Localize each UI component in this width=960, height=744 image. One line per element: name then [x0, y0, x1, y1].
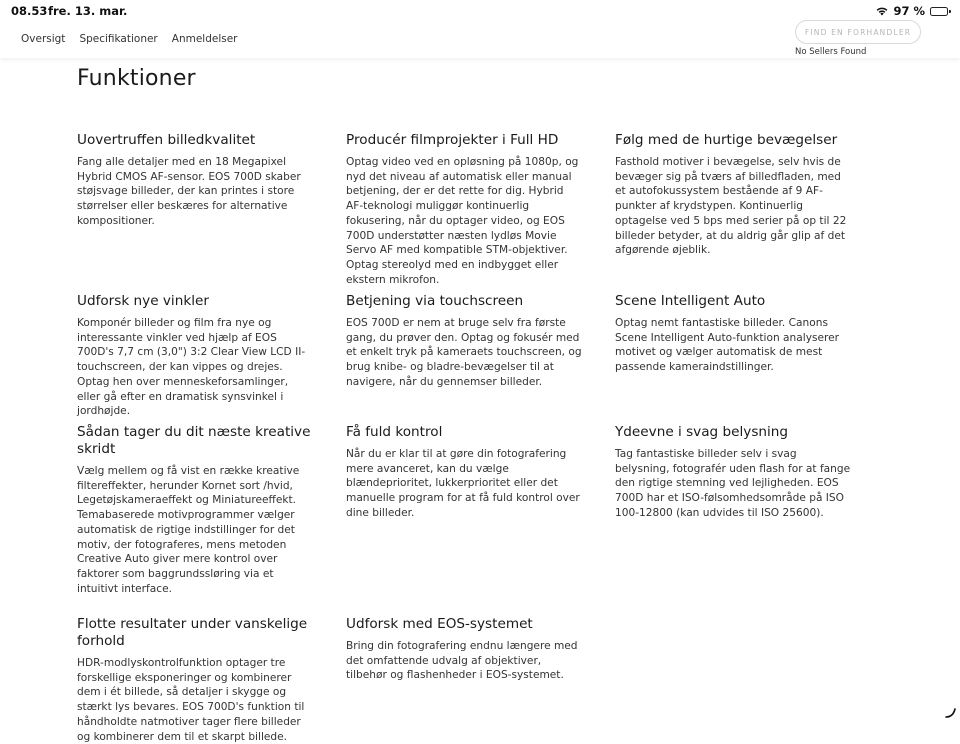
feature-heading: Sådan tager du dit næste kreative skridt	[77, 424, 311, 457]
feature-full-control	[346, 424, 582, 521]
feature-body: Optag video ved en opløsning på 1080p, og nyd det niveau af automatisk eller manual betjening, der er det rette for dig. Hybrid AF-teknologi muliggør kontinuerlig fokusering, når du optager video, og EOS 700D understøtter næsten lydløs Movie Servo AF med kompatible STM-objektiver. Optag stereolyd med en indbygget eller ekstern mikrofon.	[346, 156, 579, 286]
status-bar	[0, 0, 960, 22]
nav-link-anmeldelser[interactable]: Anmeldelser	[171, 33, 238, 45]
feature-image-quality	[77, 132, 313, 229]
feature-heading: Betjening via touchscreen	[346, 293, 524, 309]
nav-links	[21, 33, 238, 45]
page-title: Funktioner	[77, 66, 196, 91]
feature-eos-system	[346, 616, 582, 683]
feature-heading: Uovertruffen billedkvalitet	[77, 132, 256, 148]
feature-scene-intelligent-auto	[615, 293, 851, 375]
battery-icon	[930, 7, 948, 16]
feature-touchscreen	[346, 293, 582, 390]
feature-heading: Udforsk nye vinkler	[77, 293, 209, 309]
feature-body: Vælg mellem og få vist en række kreative filtereffekter, herunder Kornet sort /hvid, Legetøjskameraeffekt og Miniatureeffekt. Temabaserede motivprogrammer vælger automatisk de rigtige indstillinger for det motiv, der fotograferes, mens metoden Creative Auto giver mere kontrol over faktorer som baggrundssløring via et intuitivt interface.	[77, 465, 300, 595]
feature-heading: Få fuld kontrol	[346, 424, 443, 440]
battery-percentage: 97 %	[893, 4, 925, 18]
feature-low-light	[615, 424, 851, 521]
status-indicators	[876, 4, 948, 18]
feature-body: Når du er klar til at gøre din fotografering mere avanceret, kan du vælge blændeprioritet, lukkerprioritet eller det manuelle program for at få fuld kontrol over dine billeder.	[346, 448, 580, 519]
feature-heading: Udforsk med EOS-systemet	[346, 616, 533, 632]
feature-heading: Følg med de hurtige bevægelser	[615, 132, 838, 148]
resize-corner-icon[interactable]	[944, 703, 956, 715]
feature-fast-motion	[615, 132, 851, 258]
feature-new-angles	[77, 293, 313, 419]
status-time: 08.53	[11, 4, 48, 18]
feature-body: Tag fantastiske billeder selv i svag belysning, fotografér uden flash for at fange den rigtige stemning ved lejligheden. EOS 700D har et ISO-følsomhedsområde på ISO 100-12800 (kan udvides til ISO 25600).	[615, 448, 851, 519]
feature-heading: Flotte resultater under vanskelige forhold	[77, 616, 308, 649]
nav-link-specifikationer[interactable]: Specifikationer	[79, 33, 158, 45]
feature-heading: Producér filmprojekter i Full HD	[346, 132, 559, 148]
feature-body: Komponér billeder og film fra nye og interessante vinkler ved hjælp af EOS 700D's 7,7 cm (3,0") 3:2 Clear View LCD II-touchscreen, der kan vippes og drejes. Optag hen over menneskeforsamlinger, eller gå efter en dramatisk synsvinkel i jordhøjde.	[77, 317, 306, 418]
feature-body: Bring din fotografering endnu længere med det omfattende udvalg af objektiver, tilbehør og flashenheder i EOS-systemet.	[346, 640, 578, 682]
feature-body: EOS 700D er nem at bruge selv fra første gang, du prøver den. Optag og fokusér med et enkelt tryk på kameraets touchscreen, og brug knibe- og bladre-bevægelser til at navigere, når du gennemser billeder.	[346, 317, 582, 388]
feature-full-hd	[346, 132, 582, 287]
feature-heading: Ydeevne i svag belysning	[615, 424, 789, 440]
nav-link-oversigt[interactable]: Oversigt	[21, 33, 66, 45]
wifi-icon	[876, 7, 888, 16]
feature-body: Fang alle detaljer med en 18 Megapixel Hybrid CMOS AF-sensor. EOS 700D skaber støjsvage billeder, der kan printes i store størrelser eller beskæres for alternative kompositioner.	[77, 156, 301, 227]
no-sellers-text: No Sellers Found	[795, 47, 867, 57]
feature-difficult-conditions	[77, 616, 313, 744]
feature-body: HDR-modlyskontrolfunktion optager tre forskellige eksponeringer og kombinerer dem i ét billede, så detaljer i skygge og stærkt lys bevares. EOS 700D's funktion til håndholdte natmotiver tager flere billeder og kombinerer dem til et skarpt billede.	[77, 657, 305, 743]
feature-body: Fasthold motiver i bevægelse, selv hvis de bevæger sig på tværs af billedfladen, med et autofokussystem bestående af 9 AF-punkter af krydstypen. Kontinuerlig optagelse ved 5 bps med serier på op til 22 billeder betyder, at du aldrig går glip af det afgørende øjeblik.	[615, 156, 847, 257]
feature-heading: Scene Intelligent Auto	[615, 293, 766, 309]
feature-body: Optag nemt fantastiske billeder. Canons Scene Intelligent Auto-funktion analyserer motivet og vælger automatisk de mest passende kameraindstillinger.	[615, 317, 839, 374]
find-dealer-button[interactable]: FIND EN FORHANDLER	[795, 20, 921, 44]
feature-creative-step	[77, 424, 313, 596]
status-date: fre. 13. mar.	[48, 4, 128, 18]
